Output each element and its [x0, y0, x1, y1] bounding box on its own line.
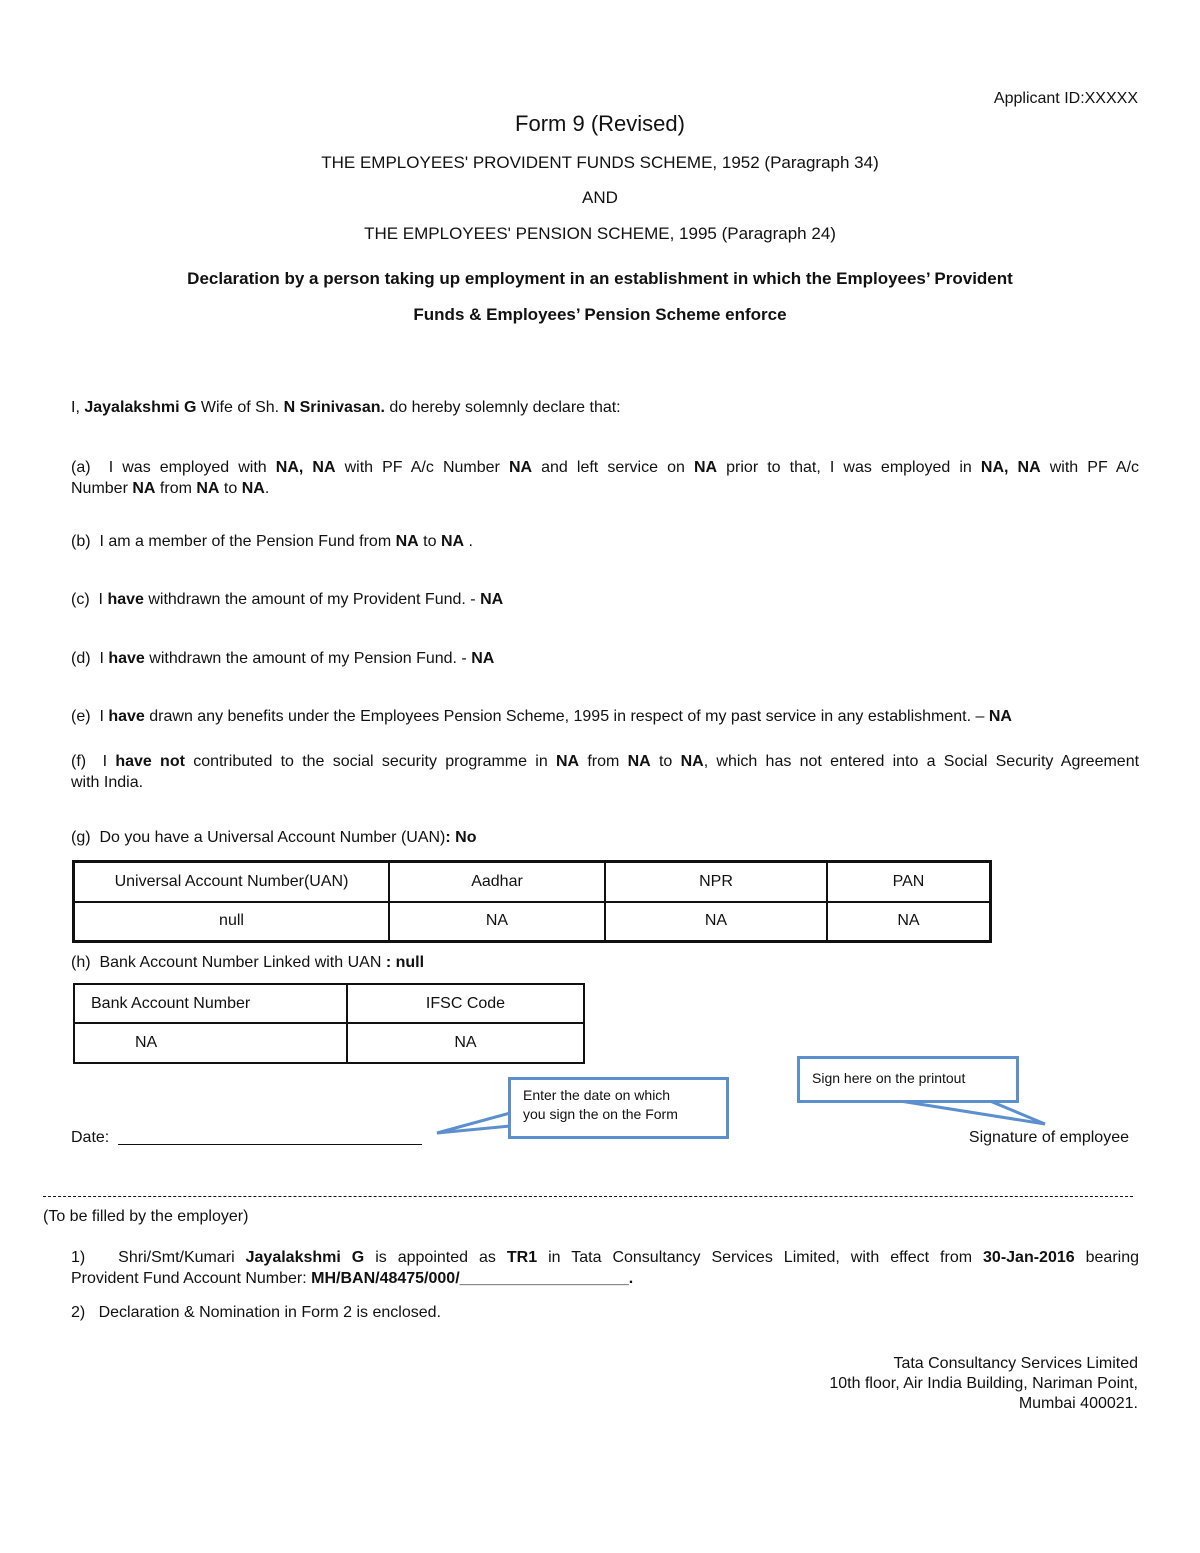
employer-heading: (To be filled by the employer) — [43, 1208, 249, 1225]
pan-header: PAN — [827, 862, 991, 902]
form-title: Form 9 (Revised) — [515, 111, 685, 136]
employer-item-1: 1) Shri/Smt/Kumari Jayalakshmi G is appointed as TR1 in Tata Consultancy Services Limited, with effect from 30-Jan-2016 bearing — [71, 1249, 1140, 1266]
item-g: (g) Do you have a Universal Account Number (UAN): No — [71, 829, 477, 846]
sign-callout — [797, 1056, 1019, 1103]
spouse-name: N Srinivasan. — [283, 399, 385, 416]
intro-statement: I, Jayalakshmi G Wife of Sh. N Srinivasan. do hereby solemnly declare that: — [71, 399, 621, 416]
ifsc-header: IFSC Code — [347, 984, 584, 1023]
appointee-role: TR1 — [506, 1249, 538, 1266]
address-line2: 10th floor, Air India Building, Nariman Point, — [829, 1375, 1138, 1392]
aadhar-header: Aadhar — [389, 862, 605, 902]
ifsc-value: NA — [347, 1023, 584, 1063]
pan-value: NA — [827, 902, 991, 942]
date-field[interactable] — [118, 1144, 422, 1145]
declaration-heading-line1: Declaration by a person taking up employment in an establishment in which the Employees’ Provident — [187, 269, 1013, 288]
npr-value: NA — [605, 902, 827, 942]
bank-account-value: NA — [74, 1023, 347, 1063]
date-callout-line2: you sign the on the Form — [523, 1106, 678, 1122]
and-label: AND — [582, 188, 618, 207]
signature-label: Signature of employee — [968, 1129, 1129, 1146]
employer-item-2: 2) Declaration & Nomination in Form 2 is enclosed. — [71, 1304, 441, 1321]
scheme-title-epf: THE EMPLOYEES' PROVIDENT FUNDS SCHEME, 1952 (Paragraph 34) — [321, 153, 879, 172]
item-e: (e) I have drawn any benefits under the Employees Pension Scheme, 1995 in respect of my past service in any establishment. – NA — [71, 708, 1012, 725]
npr-header: NPR — [605, 862, 827, 902]
date-callout — [508, 1077, 729, 1139]
employer-address — [829, 1354, 1138, 1414]
appointee-name: Jayalakshmi G — [245, 1249, 365, 1266]
item-d: (d) I have withdrawn the amount of my Pension Fund. - NA — [71, 650, 495, 667]
aadhar-value: NA — [389, 902, 605, 942]
employee-name: Jayalakshmi G — [84, 399, 197, 416]
item-h: (h) Bank Account Number Linked with UAN : null — [71, 954, 425, 971]
sign-callout-text: Sign here on the printout — [812, 1070, 966, 1086]
declaration-heading-line2: Funds & Employees’ Pension Scheme enforce — [413, 305, 787, 324]
address-line1: Tata Consultancy Services Limited — [893, 1355, 1138, 1372]
item-f: (f) I have not contributed to the social security programme in NA from NA to NA, which has not entered into a Social Security Agreement — [71, 753, 1140, 770]
date-callout-pointer — [437, 1113, 510, 1133]
pf-account-number: MH/BAN/48475/000/___________________. — [311, 1270, 634, 1287]
date-label: Date: — [71, 1129, 110, 1146]
item-a: (a) I was employed with NA, NA with PF A/c Number NA and left service on NA prior to that, I was employed in NA, NA with PF A/c — [71, 459, 1140, 476]
appointment-date: 30-Jan-2016 — [983, 1249, 1075, 1266]
item-b: (b) I am a member of the Pension Fund from NA to NA . — [71, 533, 473, 550]
uan-header: Universal Account Number(UAN) — [74, 862, 390, 902]
sign-callout-pointer — [900, 1101, 1045, 1124]
applicant-id: Applicant ID:XXXXX — [993, 90, 1138, 107]
item-c: (c) I have withdrawn the amount of my Provident Fund. - NA — [71, 591, 504, 608]
item-f-line2: with India. — [71, 774, 144, 791]
date-callout-line1: Enter the date on which — [523, 1087, 671, 1103]
scheme-title-eps: THE EMPLOYEES' PENSION SCHEME, 1995 (Paragraph 24) — [364, 224, 836, 243]
uan-value: null — [74, 902, 390, 942]
bank-account-header: Bank Account Number — [74, 984, 347, 1023]
item-a-line2: Number NA from NA to NA. — [71, 480, 270, 497]
employer-separator — [43, 1196, 1133, 1197]
address-line3: Mumbai 400021. — [1018, 1395, 1138, 1412]
employer-item-1-line2: Provident Fund Account Number: MH/BAN/48475/000/___________________. — [71, 1270, 634, 1287]
